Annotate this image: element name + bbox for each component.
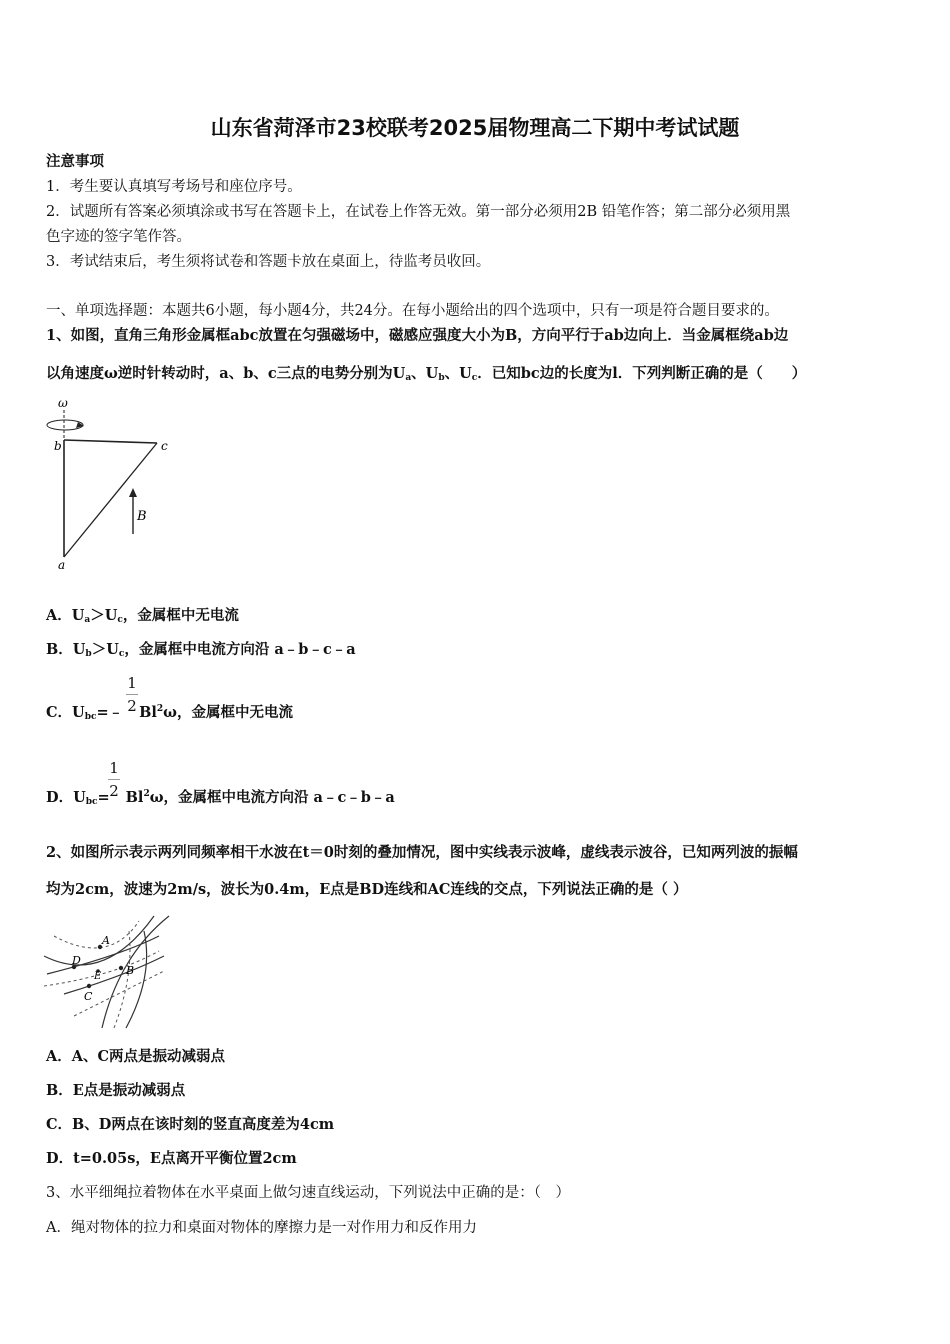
q3-option-a: A．绳对物体的拉力和桌面对物体的摩擦力是一对作用力和反作用力 xyxy=(46,1220,477,1236)
vertex-c-label: c xyxy=(161,439,168,453)
field-arrowhead-icon xyxy=(129,488,137,497)
label-D: D xyxy=(72,954,81,967)
crest-line-2 xyxy=(44,916,154,965)
q1-d-fraction: 1 2 xyxy=(109,759,119,800)
q2-stem-line1: 2、如图所示表示两列同频率相干水波在t＝0时刻的叠加情况，图中实线表示波峰，虚线表示波谷，已知两列波的振幅 xyxy=(46,844,798,861)
label-A: A xyxy=(102,934,110,947)
vertex-b-label: b xyxy=(54,439,62,453)
q2-wave-figure xyxy=(44,916,174,1031)
notice-item-2: 2．试题所有答案必须填涂或书写在答题卡上，在试卷上作答无效。第一部分必须用2B 铅笔作答；第二部分必须用黑 xyxy=(46,204,791,220)
q2-option-b: B．E点是振动减弱点 xyxy=(46,1082,186,1099)
notice-item-3: 3．考试结束后，考生须将试卷和答题卡放在桌面上，待监考员收回。 xyxy=(46,254,491,270)
edge-bc xyxy=(64,440,157,443)
trough-line-4 xyxy=(44,951,159,986)
q2-option-c: C．B、D两点在该时刻的竖直高度差为4cm xyxy=(46,1116,335,1133)
q2-option-d: D．t=0.05s，E点离开平衡位置2cm xyxy=(46,1150,297,1167)
q1-option-b: B．$U_b>U_c$，金属框中电流方向沿 a﹣b﹣c﹣a xyxy=(46,641,356,659)
q1-triangle-figure xyxy=(40,392,180,582)
q1-option-c: C．$U_{bc}=﹣$ Bl$^2$ω，金属框中无电流 xyxy=(46,704,293,722)
edge-ac xyxy=(64,443,157,557)
label-B: B xyxy=(126,964,135,977)
field-B-label: B xyxy=(137,509,147,524)
q2-stem-line2: 均为2cm，波速为2m/s，波长为0.4m，E点是BD连线和AC连线的交点，下列说法正确的是（ ） xyxy=(46,881,688,898)
q1-option-a: A．$U_a>U_c$，金属框中无电流 xyxy=(46,607,239,625)
section-heading: 一、单项选择题：本题共6小题，每小题4分，共24分。在每小题给出的四个选项中，只有一项是符合题目要求的。 xyxy=(46,303,779,319)
crest-line-1 xyxy=(102,916,169,1028)
q1-stem-line1: 1、如图，直角三角形金属框abc放置在匀强磁场中，磁感应强度大小为B，方向平行于ab边向上．当金属框绕ab边 xyxy=(46,327,789,344)
vertex-a-label: a xyxy=(58,558,66,572)
label-E: E xyxy=(94,971,102,982)
page-title: 山东省菏泽市23校联考2025届物理高二下期中考试试题 xyxy=(210,116,740,140)
q1-c-fraction: 1 2 xyxy=(127,674,137,715)
omega-label: ω xyxy=(58,396,68,410)
point-B xyxy=(119,966,123,970)
notice-item-1: 1．考生要认真填写考场号和座位序号。 xyxy=(46,179,302,195)
point-C xyxy=(87,984,91,988)
q2-option-a: A．A、C两点是振动减弱点 xyxy=(46,1048,226,1065)
q1-option-d: D．$U_{bc}= Bl^2\omega$，金属框中电流方向沿 a﹣c﹣b﹣a xyxy=(46,789,395,807)
q1-stem-line2: 以角速度ω逆时针转动时，a、b、c三点的电势分别为$U_a$、$U_b$、$U_c$．已知bc边的长度为l．下列判断正确的是（ ） xyxy=(46,365,807,383)
notice-item-2-cont: 色字迹的签字笔作答。 xyxy=(46,229,191,245)
label-C: C xyxy=(84,990,93,1003)
notice-heading: 注意事项 xyxy=(46,153,104,170)
q3-stem: 3、水平细绳拉着物体在水平桌面上做匀速直线运动，下列说法中正确的是：（ ） xyxy=(46,1185,570,1201)
trough-line-2 xyxy=(54,921,139,948)
